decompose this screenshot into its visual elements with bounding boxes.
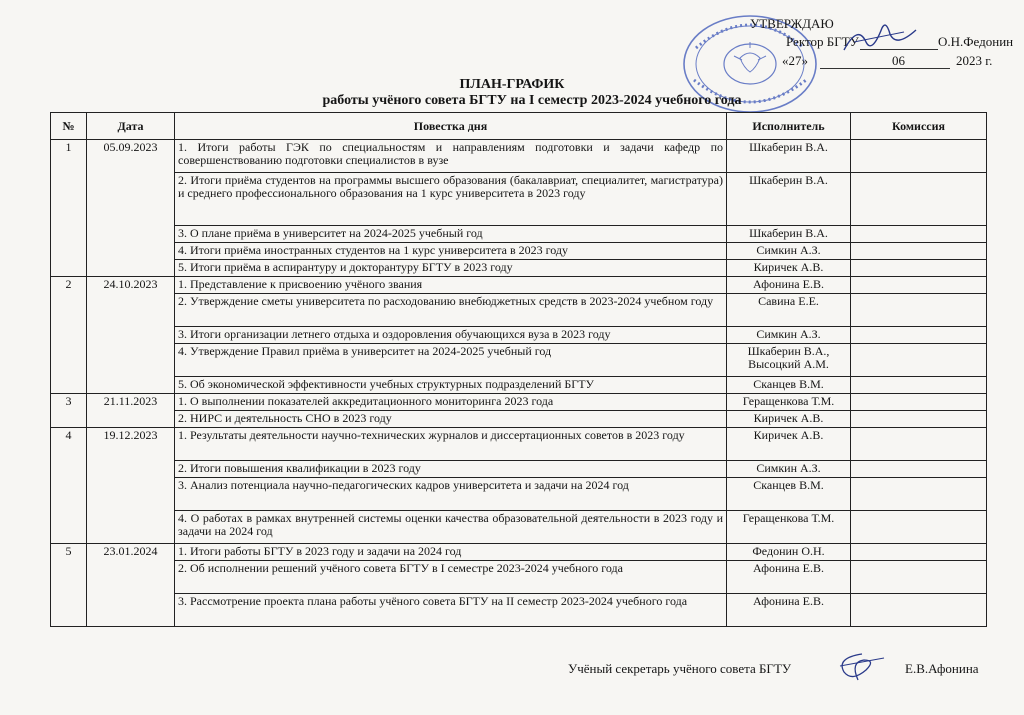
executor-cell: Шкаберин В.А. (727, 173, 851, 226)
executor-cell: Геращенкова Т.М. (727, 394, 851, 411)
agenda-item: 2. Об исполнении решений учёного совета БГТУ в I семестре 2023-2024 учебного года (175, 561, 727, 594)
executor-cell: Симкин А.З. (727, 327, 851, 344)
table-row (51, 461, 987, 478)
commission-cell (851, 411, 987, 428)
commission-cell (851, 478, 987, 511)
agenda-item: 3. Рассмотрение проекта плана работы учёного совета БГТУ на II семестр 2023-2024 учебного года (175, 594, 727, 627)
date-line (820, 68, 950, 69)
table-row (51, 478, 987, 511)
executor-cell: Афонина Е.В. (727, 277, 851, 294)
header-num: № (51, 113, 87, 140)
agenda-item: 1. Результаты деятельности научно-технических журналов и диссертационных советов в 2023 году (175, 428, 727, 461)
header-executor: Исполнитель (727, 113, 851, 140)
agenda-item: 1. Представление к присвоению учёного звания (175, 277, 727, 294)
table-row (51, 394, 987, 411)
executor-cell: Шкаберин В.А. (727, 140, 851, 173)
agenda-item: 3. Анализ потенциала научно-педагогических кадров университета и задачи на 2024 год (175, 478, 727, 511)
approval-name: О.Н.Федонин (938, 34, 1014, 49)
agenda-item: 2. Итоги приёма студентов на программы высшего образования (бакалавриат, специалитет, магистратура) и среднего профессионального образования на 1 курс университета в 2023 году (175, 173, 727, 226)
agenda-item: 3. Итоги организации летнего отдыха и оздоровления обучающихся вуза в 2023 году (175, 327, 727, 344)
title-line-1: ПЛАН-ГРАФИК (459, 77, 565, 92)
table-row (51, 544, 987, 561)
meeting-date: 19.12.2023 (87, 428, 175, 544)
executor-cell: Симкин А.З. (727, 461, 851, 478)
secretary-name: Е.В.Афонина (905, 661, 979, 676)
commission-cell (851, 394, 987, 411)
schedule-table (50, 112, 987, 627)
secretary-position: Учёный секретарь учёного совета БГТУ (568, 661, 792, 676)
approval-month: 06 (892, 53, 905, 68)
title-line-2: работы учёного совета БГТУ на I семестр 2023-2024 учебного года (322, 93, 742, 108)
table-row (51, 561, 987, 594)
rector-signature (840, 22, 920, 58)
commission-cell (851, 428, 987, 461)
meeting-date: 05.09.2023 (87, 140, 175, 277)
table-row (51, 140, 987, 173)
executor-cell: Савина Е.Е. (727, 294, 851, 327)
meeting-date: 21.11.2023 (87, 394, 175, 428)
agenda-item: 2. НИРС и деятельность СНО в 2023 году (175, 411, 727, 428)
agenda-item: 1. О выполнении показателей аккредитационного мониторинга 2023 года (175, 394, 727, 411)
executor-cell: Шкаберин В.А., Высоцкий А.М. (727, 344, 851, 377)
table-row (51, 260, 987, 277)
approval-day: «27» (782, 53, 808, 68)
meeting-number: 3 (51, 394, 87, 428)
executor-cell: Геращенкова Т.М. (727, 511, 851, 544)
approval-heading: УТВЕРЖДАЮ (750, 16, 834, 31)
agenda-item: 2. Утверждение сметы университета по расходованию внебюджетных средств в 2023-2024 учебном году (175, 294, 727, 327)
executor-cell: Федонин О.Н. (727, 544, 851, 561)
table-row (51, 173, 987, 226)
table-row (51, 411, 987, 428)
executor-cell: Шкаберин В.А. (727, 226, 851, 243)
executor-cell: Афонина Е.В. (727, 594, 851, 627)
table-row (51, 594, 987, 627)
commission-cell (851, 561, 987, 594)
commission-cell (851, 294, 987, 327)
meeting-date: 24.10.2023 (87, 277, 175, 394)
commission-cell (851, 511, 987, 544)
commission-cell (851, 377, 987, 394)
table-row (51, 511, 987, 544)
table-row (51, 377, 987, 394)
agenda-item: 4. Итоги приёма иностранных студентов на 1 курс университета в 2023 году (175, 243, 727, 260)
meeting-number: 4 (51, 428, 87, 544)
header-agenda: Повестка дня (175, 113, 727, 140)
agenda-item: 4. О работах в рамках внутренней системы оценки качества образовательной деятельности в 2023 году и задачи на 2024 год (175, 511, 727, 544)
commission-cell (851, 461, 987, 478)
table-row (51, 327, 987, 344)
commission-cell (851, 140, 987, 173)
executor-cell: Афонина Е.В. (727, 561, 851, 594)
commission-cell (851, 277, 987, 294)
agenda-item: 3. О плане приёма в университет на 2024-2025 учебный год (175, 226, 727, 243)
agenda-item: 1. Итоги работы ГЭК по специальностям и направлениям подготовки и задачи кафедр по совершенствованию подготовки специалистов в вузе (175, 140, 727, 173)
agenda-item: 2. Итоги повышения квалификации в 2023 году (175, 461, 727, 478)
executor-cell: Сканцев В.М. (727, 478, 851, 511)
meeting-date: 23.01.2024 (87, 544, 175, 627)
secretary-signature (832, 648, 892, 684)
header-commission: Комиссия (851, 113, 987, 140)
commission-cell (851, 226, 987, 243)
commission-cell (851, 594, 987, 627)
executor-cell: Сканцев В.М. (727, 377, 851, 394)
meeting-number: 5 (51, 544, 87, 627)
table-row (51, 243, 987, 260)
executor-cell: Киричек А.В. (727, 428, 851, 461)
commission-cell (851, 243, 987, 260)
commission-cell (851, 260, 987, 277)
commission-cell (851, 544, 987, 561)
agenda-item: 1. Итоги работы БГТУ в 2023 году и задачи на 2024 год (175, 544, 727, 561)
table-header-row (51, 113, 987, 140)
commission-cell (851, 344, 987, 377)
executor-cell: Киричек А.В. (727, 411, 851, 428)
agenda-item: 5. Итоги приёма в аспирантуру и докторантуру БГТУ в 2023 году (175, 260, 727, 277)
executor-cell: Симкин А.З. (727, 243, 851, 260)
header-date: Дата (87, 113, 175, 140)
meeting-number: 1 (51, 140, 87, 277)
document-title (0, 77, 1024, 109)
approval-position: Ректор БГТУ (786, 34, 859, 49)
table-row (51, 344, 987, 377)
agenda-item: 5. Об экономической эффективности учебных структурных подразделений БГТУ (175, 377, 727, 394)
commission-cell (851, 327, 987, 344)
table-row (51, 294, 987, 327)
table-row (51, 226, 987, 243)
table-row (51, 277, 987, 294)
commission-cell (851, 173, 987, 226)
executor-cell: Киричек А.В. (727, 260, 851, 277)
meeting-number: 2 (51, 277, 87, 394)
table-row (51, 428, 987, 461)
approval-year: 2023 г. (956, 53, 993, 68)
agenda-item: 4. Утверждение Правил приёма в университет на 2024-2025 учебный год (175, 344, 727, 377)
